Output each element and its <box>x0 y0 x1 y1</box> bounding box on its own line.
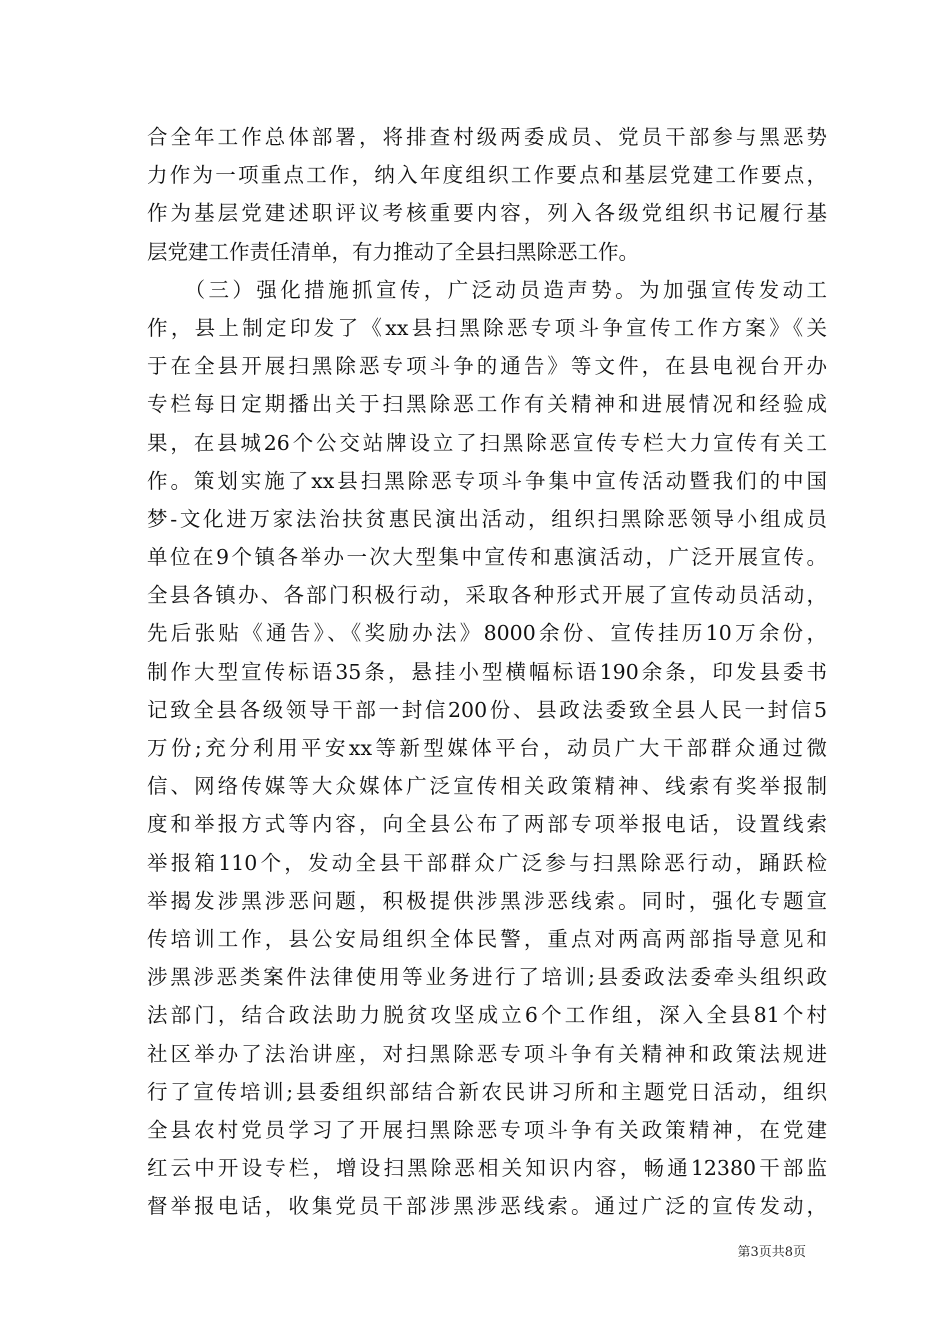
text-line: 梦-文化进万家法治扶贫惠民演出活动，组织扫黑除恶领导小组成员 <box>147 506 827 531</box>
text-line: 作，县上制定印发了《xx县扫黑除恶专项斗争宣传工作方案》《关 <box>147 315 827 340</box>
text-line: 全县各镇办、各部门积极行动，采取各种形式开展了宣传动员活动， <box>147 583 827 608</box>
text-line: 信、网络传媒等大众媒体广泛宣传相关政策精神、线索有奖举报制 <box>147 774 827 799</box>
text-line: 红云中开设专栏，增设扫黑除恶相关知识内容，畅通12380干部监 <box>147 1156 827 1181</box>
text-line: 社区举办了法治讲座，对扫黑除恶专项斗争有关精神和政策法规进 <box>147 1041 827 1066</box>
text-line: 单位在9个镇各举办一次大型集中宣传和惠演活动，广泛开展宣传。 <box>147 545 827 570</box>
text-line: 举报箱110个，发动全县干部群众广泛参与扫黑除恶行动，踊跃检 <box>147 850 827 875</box>
text-line: 制作大型宣传标语35条，悬挂小型横幅标语190余条，印发县委书 <box>147 659 827 684</box>
text-line: 度和举报方式等内容，向全县公布了两部专项举报电话，设置线索 <box>147 812 827 837</box>
text-line: 作。策划实施了xx县扫黑除恶专项斗争集中宣传活动暨我们的中国 <box>147 468 827 493</box>
text-line: 合全年工作总体部署，将排查村级两委成员、党员干部参与黑恶势 <box>147 125 827 149</box>
text-line: 举揭发涉黑涉恶问题，积极提供涉黑涉恶线索。同时，强化专题宣 <box>147 888 827 913</box>
text-line: 万份;充分利用平安xx等新型媒体平台，动员广大干部群众通过微 <box>147 736 827 760</box>
text-line: 专栏每日定期播出关于扫黑除恶工作有关精神和进展情况和经验成 <box>147 392 827 417</box>
body-text <box>147 118 827 1225</box>
text-line: 力作为一项重点工作，纳入年度组织工作要点和基层党建工作要点， <box>147 163 827 188</box>
page-footer: 第3页共8页 <box>737 1245 806 1260</box>
text-line: 作为基层党建述职评议考核重要内容，列入各级党组织书记履行基 <box>147 201 827 226</box>
text-line: 先后张贴《通告》、《奖励办法》8000余份、宣传挂历10万余份， <box>147 621 827 646</box>
text-line: 果，在县城26个公交站牌设立了扫黑除恶宣传专栏大力宣传有关工 <box>147 430 827 455</box>
text-line: 法部门，结合政法助力脱贫攻坚成立6个工作组，深入全县81个村 <box>147 1003 827 1028</box>
text-line: 于在全县开展扫黑除恶专项斗争的通告》等文件，在县电视台开办 <box>147 354 827 379</box>
text-line: （三）强化措施抓宣传，广泛动员造声势。为加强宣传发动工 <box>147 277 827 302</box>
text-line: 传培训工作，县公安局组织全体民警，重点对两高两部指导意见和 <box>147 926 827 951</box>
text-line: 层党建工作责任清单，有力推动了全县扫黑除恶工作。 <box>147 239 639 264</box>
text-line: 涉黑涉恶类案件法律使用等业务进行了培训;县委政法委牵头组织政 <box>147 965 827 990</box>
text-line: 督举报电话，收集党员干部涉黑涉恶线索。通过广泛的宣传发动， <box>147 1194 827 1219</box>
text-line: 记致全县各级领导干部一封信200份、县政法委致全县人民一封信5 <box>147 697 827 722</box>
text-line: 全县农村党员学习了开展扫黑除恶专项斗争有关政策精神，在党建 <box>147 1117 827 1142</box>
text-line: 行了宣传培训;县委组织部结合新农民讲习所和主题党日活动，组织 <box>147 1079 827 1104</box>
